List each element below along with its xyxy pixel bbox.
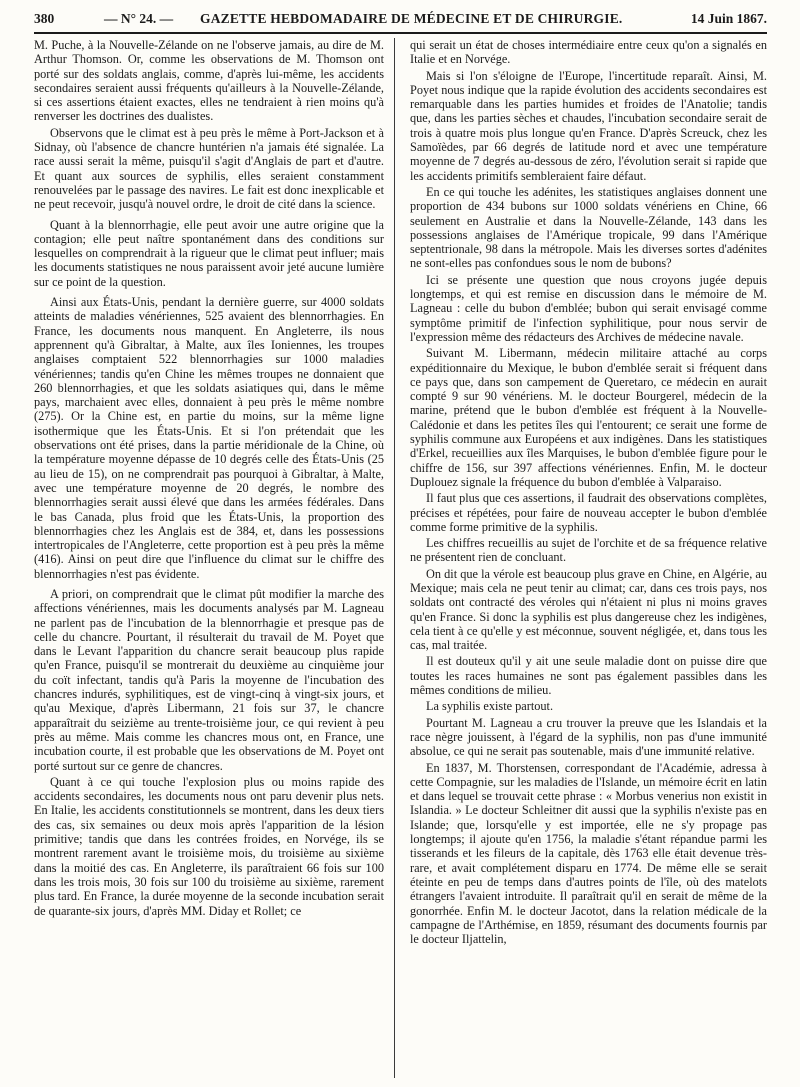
paragraph: Ici se présente une question que nous croyons jugée depuis longtemps, et qui est remise en discussion dans le mémoire de M. Lagneau : celle du bubon d'emblée; bubon qui serait envisagé comme symptôme primitif de l'infection syphilitique, pour nous servir de l'expression même des rédacteurs des Archives de médecine navale. (410, 272, 767, 344)
paragraph: Il faut plus que ces assertions, il faudrait des observations complètes, précises et répétées, pour faire de nouveau accepter le bubon d'emblée comme forme primitive de la syphilis. (410, 491, 767, 534)
paragraph: On dit que la vérole est beaucoup plus grave en Chine, en Algérie, au Mexique; mais cela ne peut tenir au climat; car, dans ces trois pays, nos soldats ont contracté des véroles qui n'étaient ni plus ni moins graves qu'en France. Si donc la syphilis est plus dangereuse chez les indigènes, cela tient à ce qu'elle y est méconnue, souvent négligée, et, dans tous les cas, mal traitée. (410, 566, 767, 653)
paragraph: A priori, on comprendrait que le climat pût modifier la marche des affections vénériennes, mais les documents analysés par M. Lagneau ne parlent pas de l'incubation de la blennorrhagie et presque pas de celle du chancre. Pourtant, il résulterait du travail de M. Poyet que dans le Levant l'apparition du chancre serait beaucoup plus rapide qu'en France, puisqu'il se montrerait du deuxième au cinquième jour du coït infectant, tandis qu'à Paris la moyenne de l'incubation des chancres indurés, syphilitiques, est de vingt-cinq à vingt-six jours, et qu'au Mexique, d'après Libermann, 21 fois sur 37, le chancre apparaîtrait du seizième au trente-troisième jour, ce qui revient à peu près au même. Mais comme les chancres mous ont, en France, une incubation courte, il est probable que les observations de M. Poyet ont porté surtout sur ce genre de chancres. (34, 586, 384, 773)
paragraph: Ainsi aux États-Unis, pendant la dernière guerre, sur 4000 soldats atteints de maladies vénériennes, 525 avaient des blennorrhagies. En France, les documents nous manquent. En Angleterre, ils nous apprennent qu'à Gibraltar, à Malte, aux îles Ioniennes, les troupes anglaises comptaient 522 blennorrhagies sur 1000 maladies vénériennes; tandis qu'en Chine les mêmes troupes ne donnaient que 260 blennorrhagies, et que les soldats asiatiques qui, dans le même pays, marchaient avec elles, donnaient à peu près le même nombre (275). Or la Chine est, en partie du moins, sur la même ligne isothermique que les États-Unis. Et si l'on prétendait que les observations ont été prises, dans la partie méridionale de la Chine, où la température moyenne dépasse de 10 degrés celle des États-Unis (25 au lieu de 15), on ne comprendrait pas pourquoi à Gibraltar, à Malte, avec une température moyenne de 20 degrés, le nombre des blennorrhagies serait aussi élevé que dans les armées fédérales. Dans le bas Canada, plus froid que les États-Unis, la proportion des blennorrhagies chez les Anglais est de 384, et, dans les possessions intertropicales de l'Angleterre, cette proportion est à peu près la même (416). Ainsi on peut dire que l'influence du climat sur le chiffre des blennorrhagies n'est pas évidente. (34, 295, 384, 581)
issue-number: — N° 24. — (104, 11, 174, 26)
paragraph: Pourtant M. Lagneau a cru trouver la preuve que les Islandais et la race nègre jouissent, à l'égard de la syphilis, non pas d'une immunité absolue, ce qui ne serait pas soutenable, mais d'une immunité relative. (410, 715, 767, 759)
paragraph: Quant à ce qui touche l'explosion plus ou moins rapide des accidents secondaires, les documents nous ont paru devenir plus nets. En Italie, les accidents constitutionnels se montrent, dans les deux tiers des cas, six semaines ou deux mois après l'apparition de la lésion primitive; tandis que dans les contrées froides, en Norvége, ils se montrent rarement avant le troisième mois, du troisième au sixième dans la moitié des cas. En Angleterre, ils paraîtraient 66 fois sur 100 dans les trois mois, 30 fois sur 100 du troisième au sixième, rarement plus tard. En France, la durée moyenne de la seconde incubation serait de quarante-six jours, d'après MM. Diday et Rollet; ce (34, 774, 384, 918)
page-header (34, 6, 767, 34)
paragraph: Mais si l'on s'éloigne de l'Europe, l'incertitude reparaît. Ainsi, M. Poyet nous indique que la rapide évolution des accidents secondaires est remarquable dans les parties humides et froides de l'Anatolie; tandis que, dans les parties sèches et chaudes, l'incubation secondaire serait de trois à quatre mois plus longue qu'en France. D'après Screuck, chez les Samoïèdes, par 66 degrés de latitude nord et avec une température moyenne de 7 degrés au-dessous de zéro, l'évolution serait si rapide que les accidents primitifs sembleraient faire défaut. (410, 68, 767, 183)
paragraph: En 1837, M. Thorstensen, correspondant de l'Académie, adressa à cette Compagnie, sur les maladies de l'Islande, un mémoire écrit en latin et dans lequel se trouvait cette phrase : « Morbus venerius non existit in Islandia. » Le docteur Schleitner dit aussi que la syphilis n'existe pas en Islande; que, lorsqu'elle y est importée, elle ne s'y propage pas longtemps; il ajoute qu'en 1756, la maladie s'étant répandue parmi les tisserands et les fileurs de la capitale, dès 1763 elle était devenue très-rare, et avait complétement disparu en 1774. De même elle se serait éteinte en peu de temps dans d'autres points de l'île, où des matelots étrangers l'avaient introduite. Il paraîtrait qu'il en serait de même de la gonorrhée. Enfin M. le docteur Jacotot, dans la relation médicale de la campagne de l'Arthémise, en 1859, résumant des documents fournis par le docteur Iljattelin, (410, 760, 767, 947)
left-column (34, 38, 384, 1082)
paragraph: M. Puche, à la Nouvelle-Zélande on ne l'observe jamais, au dire de M. Arthur Thomson. Or, comme les observations de M. Thomson ont porté sur des soldats anglais, comme, d'après lui-même, les accidents secondaires seraient aussi fréquents qu'ailleurs à la Nouvelle-Zélande, si ces assertions étaient exactes, elles ne tendraient à rien moins qu'à renverser les doctrines des dualistes. (34, 38, 384, 124)
paragraph: La syphilis existe partout. (426, 699, 554, 714)
paragraph: Les chiffres recueillis au sujet de l'orchite et de sa fréquence relative ne présentent rien de concluant. (410, 536, 767, 565)
right-column (410, 38, 767, 1082)
column-divider (394, 38, 395, 1078)
paragraph: Il est douteux qu'il y ait une seule maladie dont on puisse dire que toutes les races humaines ne sont pas également passibles dans les mêmes conditions de milieu. (410, 654, 767, 698)
paragraph: Quant à la blennorrhagie, elle peut avoir une autre origine que la contagion; elle peut naître spontanément dans des conditions sur lesquelles on comprendrait à la rigueur que le climat peut influer; mais les documents statistiques ne nous paraissent avoir jeté aucune lumière sur ce point de la question. (34, 217, 384, 289)
paragraph: Observons que le climat est à peu près le même à Port-Jackson et à Sidnay, où l'absence de chancre huntérien n'a jamais été signalée. La race aussi serait la même, puisqu'il s'agit d'Anglais de part et d'autre. Et quant aux sources de syphilis, elles seraient constamment renouvelées par le passage des navires. Le fait est donc inexplicable et ne peut recevoir, jusqu'à nouvel ordre, le droit de cité dans la science. (34, 125, 384, 212)
page-number: 380 (34, 11, 55, 26)
paragraph: qui serait un état de choses intermédiaire entre ceux qu'on a signalés en Italie et en Norvége. (410, 38, 767, 67)
journal-title: GAZETTE HEBDOMADAIRE DE MÉDECINE ET DE CHIRURGIE. (200, 11, 623, 26)
paragraph: Suivant M. Libermann, médecin militaire attaché au corps expéditionnaire du Mexique, le bubon d'emblée serait si fréquent dans ce pays que, dans son campement de Queretaro, ce médecin en aurait compté 9 sur 90 vénériens. M. le docteur Bourgerel, médecin de la marine, prétend que le bubon d'emblée est fréquent à la Nouvelle-Calédonie et dans les petites îles qui l'entourent; ce serait une forme de syphilis commune aux Européens et aux indigènes. Dans les statistiques d'Erkel, recueillies aux îles Marquises, le bubon d'emblée figure pour le chiffre de 156, sur 397 affections vénériennes. Enfin, M. le docteur Duplouez signale la fréquence du bubon d'emblée à Valparaiso. (410, 346, 767, 489)
paragraph: En ce qui touche les adénites, les statistiques anglaises donnent une proportion de 434 bubons sur 1000 soldats vénériens en Chine, 66 seulement en Australie et dans la Nouvelle-Zélande, 143 dans les possessions anglaises de l'Amérique tropicale, 99 dans l'Amérique septentrionale, 98 dans la métropole. Mais les diverses sortes d'adénites ne sont-elles pas confondues sous le nom de bubons? (410, 184, 767, 271)
issue-date: 14 Juin 1867. (690, 11, 767, 26)
